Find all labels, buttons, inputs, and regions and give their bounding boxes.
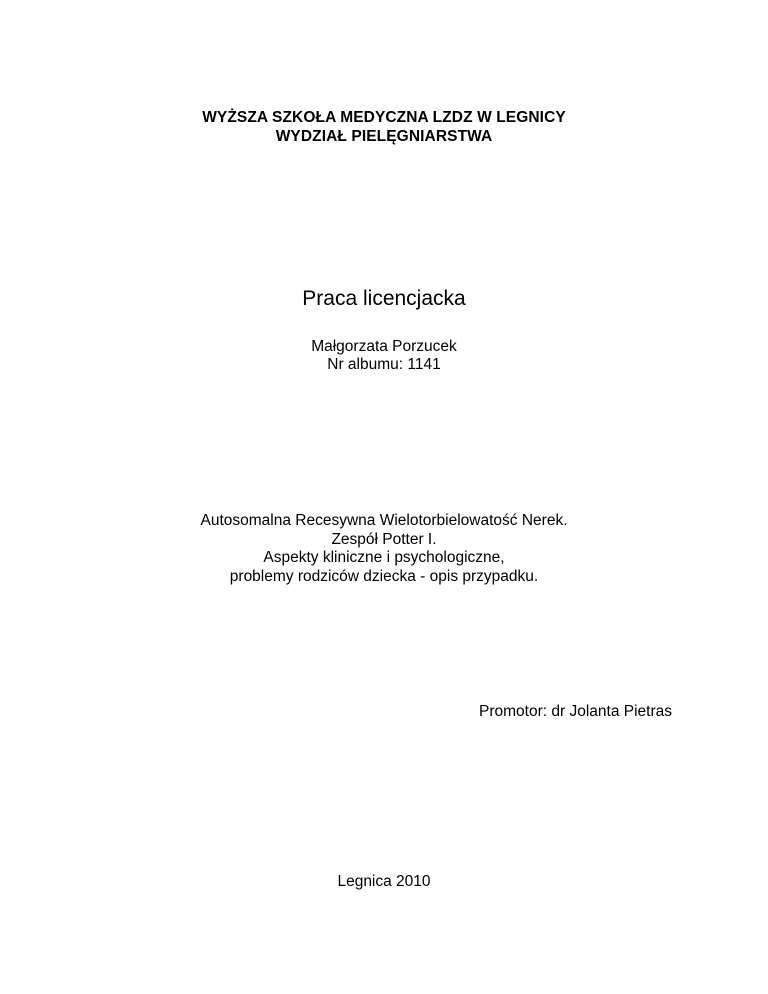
author-name: Małgorzata Porzucek [311, 338, 457, 355]
album-number: Nr albumu: 1141 [327, 356, 441, 373]
institution-header [0, 108, 768, 146]
thesis-title-line: Autosomalna Recesywna Wielotorbielowatość Nerek. [200, 512, 568, 529]
place-and-year: Legnica 2010 [337, 873, 431, 890]
school-name: WYŻSZA SZKOŁA MEDYCZNA LZDZ W LEGNICY [202, 109, 566, 126]
promotor: Promotor: dr Jolanta Pietras [479, 703, 672, 720]
thesis-type: Praca licencjacka [302, 287, 466, 310]
author-block [0, 338, 768, 374]
thesis-title-line: Zespół Potter I. [331, 530, 437, 548]
thesis-title-line: Aspekty kliniczne i psychologiczne, [263, 549, 505, 566]
thesis-title [0, 512, 768, 586]
faculty-name: WYDZIAŁ PIELĘGNIARSTWA [275, 128, 493, 145]
thesis-title-line: problemy rodziców dziecka - opis przypadku. [229, 567, 539, 585]
